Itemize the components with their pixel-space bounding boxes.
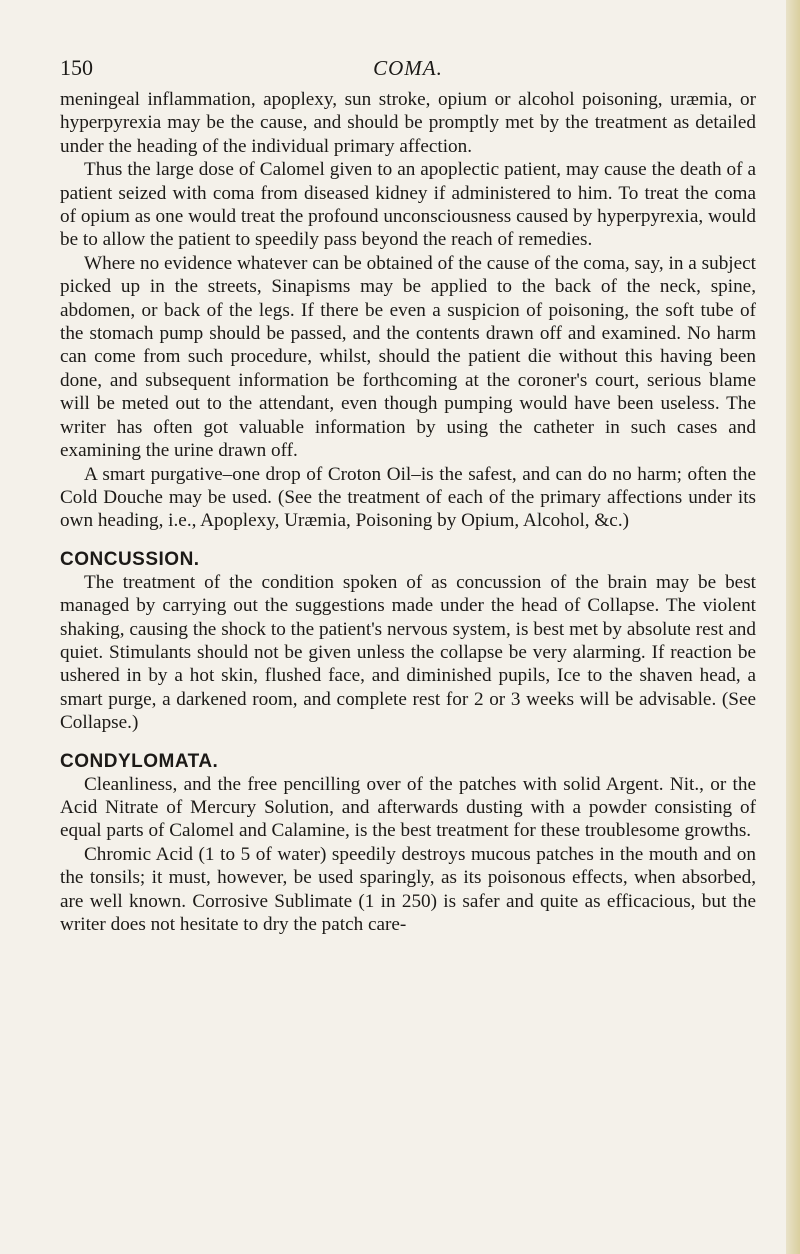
section-heading-condylomata: CONDYLOMATA. [60,750,219,772]
running-head [60,48,756,88]
page-edge-shadow [786,0,800,1254]
paragraph-cleanliness: Cleanliness, and the free pencilling over of the patches with solid Argent. Nit., or the Acid Nitrate of Mercury Solution, and afterwards dusting with a powder consisting of equal parts of Calomel and Calamine, is the best treatment for these troublesome growths. [60,773,756,842]
paragraph-concussion: The treatment of the condition spoken of as concussion of the brain may be best managed by carrying out the suggestions made under the head of Collapse. The violent shaking, causing the shock to the patient's nervous system, is best met by absolute rest and quiet. Stimulants should not be given unless the collapse be very alarming. If reaction be ushered in by a hot skin, flushed face, and diminished pupils, Ice to the shaven head, a smart purge, a darkened room, and complete rest for 2 or 3 weeks will be advisable. (See Collapse.) [60,571,756,734]
book-page [60,48,756,1238]
body-text [60,88,756,936]
paragraph-continuation: meningeal inflammation, apoplexy, sun stroke, opium or alcohol poisoning, uræmia, or hyperpyrexia may be the cause, and should be promptly met by the treatment as detailed under the heading of the individual primary affection. [60,89,756,157]
section-heading-concussion: CONCUSSION. [60,548,200,570]
paragraph-calomel: Thus the large dose of Calomel given to an apoplectic patient, may cause the death of a patient seized with coma from diseased kidney if administered to him. To treat the coma of opium as one would treat the profound unconsciousness caused by hyperpyrexia, would be to allow the patient to speedily pass beyond the reach of remedies. [60,159,756,251]
page-number: 150 [60,55,93,80]
running-title: COMA. [373,56,443,80]
paragraph-purgative: A smart purgative–one drop of Croton Oil–is the safest, and can do no harm; often the Cold Douche may be used. (See the treatment of each of the primary affections under its own heading, i.e., Apoplexy, Uræmia, Poisoning by Opium, Alcohol, &c.) [60,463,756,532]
paragraph-unknown-cause: Where no evidence whatever can be obtained of the cause of the coma, say, in a subject picked up in the streets, Sinapisms may be applied to the back of the neck, spine, abdomen, or back of the legs. If there be even a suspicion of poisoning, the soft tube of the stomach pump should be passed, and the contents drawn off and examined. No harm can come from such procedure, whilst, should the patient die without this having been done, and subsequent information be forthcoming at the coroner's court, serious blame will be meted out to the attendant, even though pumping would have been useless. The writer has often got valuable information by using the catheter in such cases and examining the urine drawn off. [60,252,756,462]
paragraph-chromic-acid: Chromic Acid (1 to 5 of water) speedily destroys mucous patches in the mouth and on the tonsils; it must, however, be used sparingly, as its poisonous effects, when absorbed, are well known. Corrosive Sublimate (1 in 250) is safer and quite as efficacious, but the writer does not hesitate to dry the patch care- [60,843,756,935]
